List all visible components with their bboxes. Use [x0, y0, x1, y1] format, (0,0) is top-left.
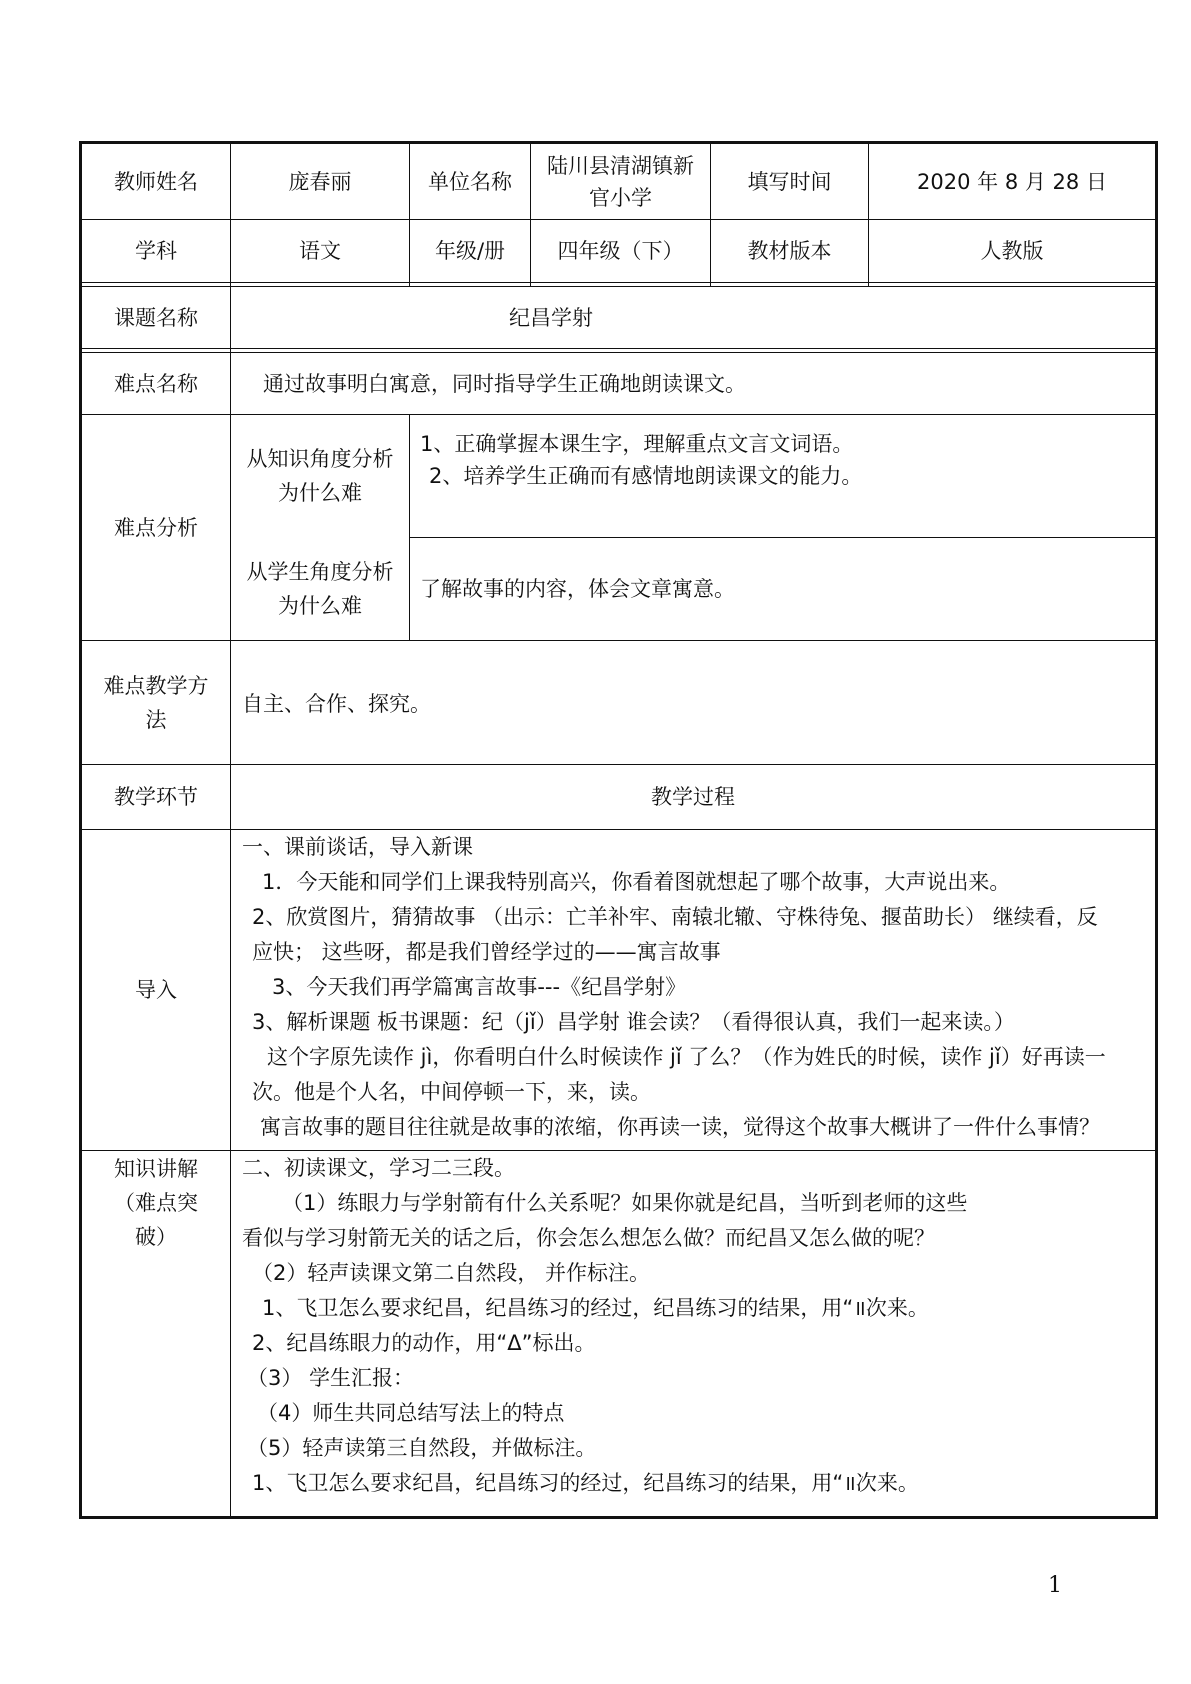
- teaching-method-label: 难点教学方 法: [103, 673, 209, 732]
- column-divider: [230, 144, 231, 1517]
- analysis-label: 难点分析: [114, 515, 198, 540]
- edition-value: 人教版: [980, 239, 1044, 263]
- topic-value: 纪昌学射: [509, 305, 593, 330]
- knowledge-line: 看似与学习射箭无关的话之后，你会怎么想怎么做？而纪昌又怎么做的呢？: [242, 1226, 935, 1250]
- row-divider: [82, 829, 1155, 830]
- knowledge-line: （1）练眼力与学射箭有什么关系呢？如果你就是纪昌，当听到老师的这些: [282, 1191, 968, 1215]
- student-angle-value: 了解故事的内容，体会文章寓意。: [420, 577, 735, 601]
- row-divider: [409, 537, 1155, 538]
- intro-line: 2、欣赏图片，猜猜故事 （出示：亡羊补牢、南辕北辙、守株待兔、揠苗助长） 继续看，反: [252, 905, 1098, 929]
- teaching-method-value: 自主、合作、探究。: [242, 692, 431, 716]
- teaching-process-header: 教学过程: [651, 785, 735, 809]
- intro-line: 一、课前谈话，导入新课: [242, 835, 473, 859]
- difficulty-label: 难点名称: [114, 371, 198, 396]
- fill-date-label: 填写时间: [747, 169, 832, 194]
- difficulty-value: 通过故事明白寓意，同时指导学生正确地朗读课文。: [263, 372, 746, 396]
- intro-line: 次。他是个人名，中间停顿一下，来，读。: [252, 1080, 651, 1104]
- row-divider: [82, 640, 1155, 641]
- knowledge-line: （5）轻声读第三自然段，并做标注。: [247, 1436, 597, 1460]
- intro-line: 3、解析课题 板书课题：纪（jǐ）昌学射 谁会读？（看得很认真，我们一起来读。）: [252, 1010, 1015, 1034]
- knowledge-line: （2）轻声读课文第二自然段， 并作标注。: [252, 1261, 651, 1285]
- fill-date-value: 2020 年 8 月 28 日: [917, 169, 1107, 194]
- intro-line: 1．今天能和同学们上课我特别高兴，你看着图就想起了哪个故事，大声说出来。: [262, 870, 1011, 894]
- knowledge-line: 1、飞卫怎么要求纪昌，纪昌练习的经过，纪昌练习的结果，用“॥次来。: [252, 1471, 919, 1495]
- row-divider: [82, 1150, 1155, 1151]
- knowledge-stage-label: 知识讲解 （难点突 破）: [114, 1157, 198, 1249]
- unit-name-value: 陆川县清湖镇新 官小学: [547, 153, 694, 210]
- knowledge-line: （3） 学生汇报：: [247, 1366, 415, 1390]
- topic-label: 课题名称: [114, 305, 198, 330]
- knowledge-line: 二、初读课文，学习二三段。: [242, 1156, 515, 1180]
- subject-value: 语文: [299, 239, 341, 263]
- knowledge-angle-label: 从知识角度分析 为什么难: [246, 447, 394, 505]
- intro-line: 应快； 这些呀，都是我们曾经学过的——寓言故事: [252, 940, 721, 964]
- intro-line: 3、今天我们再学篇寓言故事---《纪昌学射》: [272, 975, 687, 999]
- knowledge-angle-line: 2、培养学生正确而有感情地朗读课文的能力。: [429, 464, 863, 488]
- knowledge-line: 1、飞卫怎么要求纪昌，纪昌练习的经过，纪昌练习的结果，用“॥次来。: [262, 1296, 929, 1320]
- column-divider: [409, 414, 410, 640]
- intro-line: 寓言故事的题目往往就是故事的浓缩，你再读一读，觉得这个故事大概讲了一件什么事情？: [260, 1115, 1100, 1139]
- lesson-plan-table: [79, 141, 1158, 1519]
- row-divider: [82, 348, 1155, 353]
- unit-name-label: 单位名称: [428, 169, 512, 194]
- knowledge-line: 2、纪昌练眼力的动作，用“Δ”标出。: [252, 1331, 596, 1355]
- page-number: 1: [1048, 1573, 1062, 1598]
- edition-label: 教材版本: [747, 239, 832, 263]
- intro-stage-label: 导入: [135, 978, 177, 1002]
- student-angle-label: 从学生角度分析 为什么难: [246, 560, 394, 618]
- teaching-stage-header: 教学环节: [114, 785, 198, 809]
- teacher-name-value: 庞春丽: [288, 169, 352, 194]
- grade-label: 年级/册: [434, 239, 506, 263]
- knowledge-line: （4）师生共同总结写法上的特点: [257, 1401, 565, 1425]
- intro-line: 这个字原先读作 jì，你看明白什么时候读作 jǐ 了么？（作为姓氏的时候，读作 jǐ）好再读一: [267, 1045, 1106, 1069]
- knowledge-angle-line: 1、正确掌握本课生字，理解重点文言文词语。: [420, 432, 854, 456]
- teacher-name-label: 教师姓名: [114, 169, 198, 194]
- subject-label: 学科: [135, 239, 177, 263]
- grade-value: 四年级（下）: [557, 239, 684, 263]
